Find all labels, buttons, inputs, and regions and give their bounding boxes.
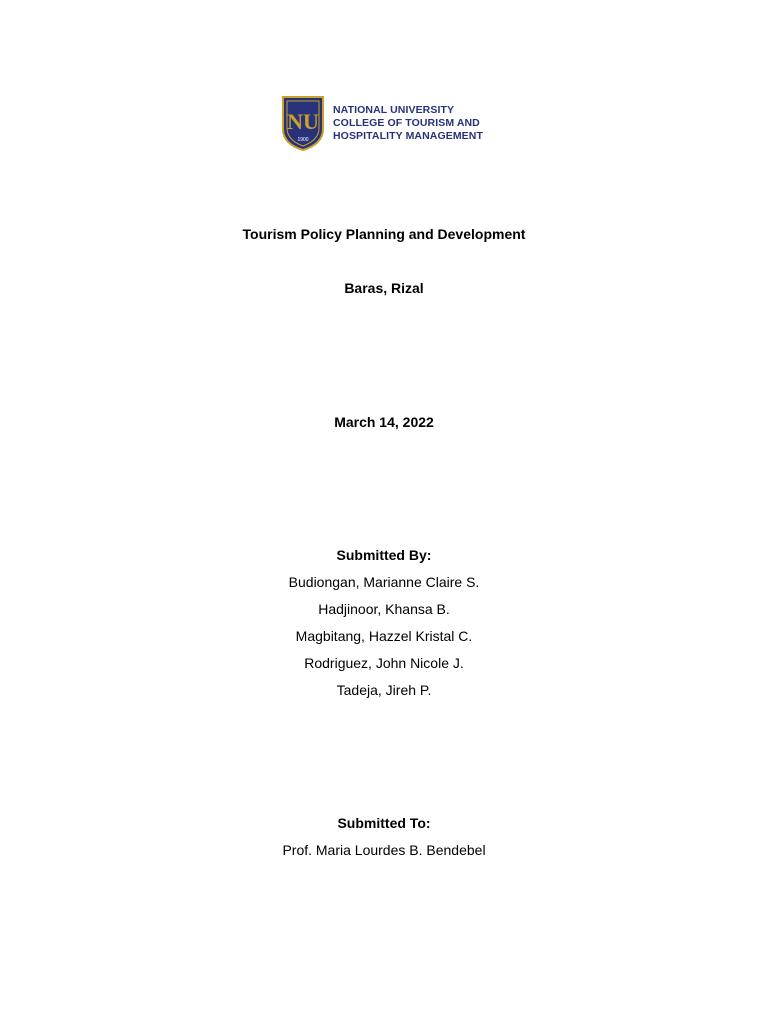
submitted-to-heading: Submitted To: <box>337 815 431 831</box>
logo-line-department: HOSPITALITY MANAGEMENT <box>333 129 483 142</box>
submitter-name: Hadjinoor, Khansa B. <box>318 601 450 617</box>
submitter-name: Rodriguez, John Nicole J. <box>304 655 464 671</box>
submitter-name: Magbitang, Hazzel Kristal C. <box>295 628 473 644</box>
nu-seal-icon <box>281 95 325 151</box>
logo-line-university: NATIONAL UNIVERSITY <box>333 103 455 116</box>
submitter-name: Budiongan, Marianne Claire S. <box>288 574 480 590</box>
seal-year: 1900 <box>297 137 309 143</box>
submitter-name: Tadeja, Jireh P. <box>336 682 432 698</box>
professor-name: Prof. Maria Lourdes B. Bendebel <box>282 842 486 858</box>
submitted-by-heading: Submitted By: <box>336 547 432 563</box>
university-logo <box>281 95 491 151</box>
submission-date: March 14, 2022 <box>334 414 434 430</box>
logo-wordmark <box>333 104 483 143</box>
course-title: Tourism Policy Planning and Development <box>242 226 526 242</box>
logo-line-college: COLLEGE OF TOURISM AND <box>333 116 480 129</box>
seal-letters: NU <box>287 109 319 134</box>
location: Baras, Rizal <box>344 280 424 296</box>
